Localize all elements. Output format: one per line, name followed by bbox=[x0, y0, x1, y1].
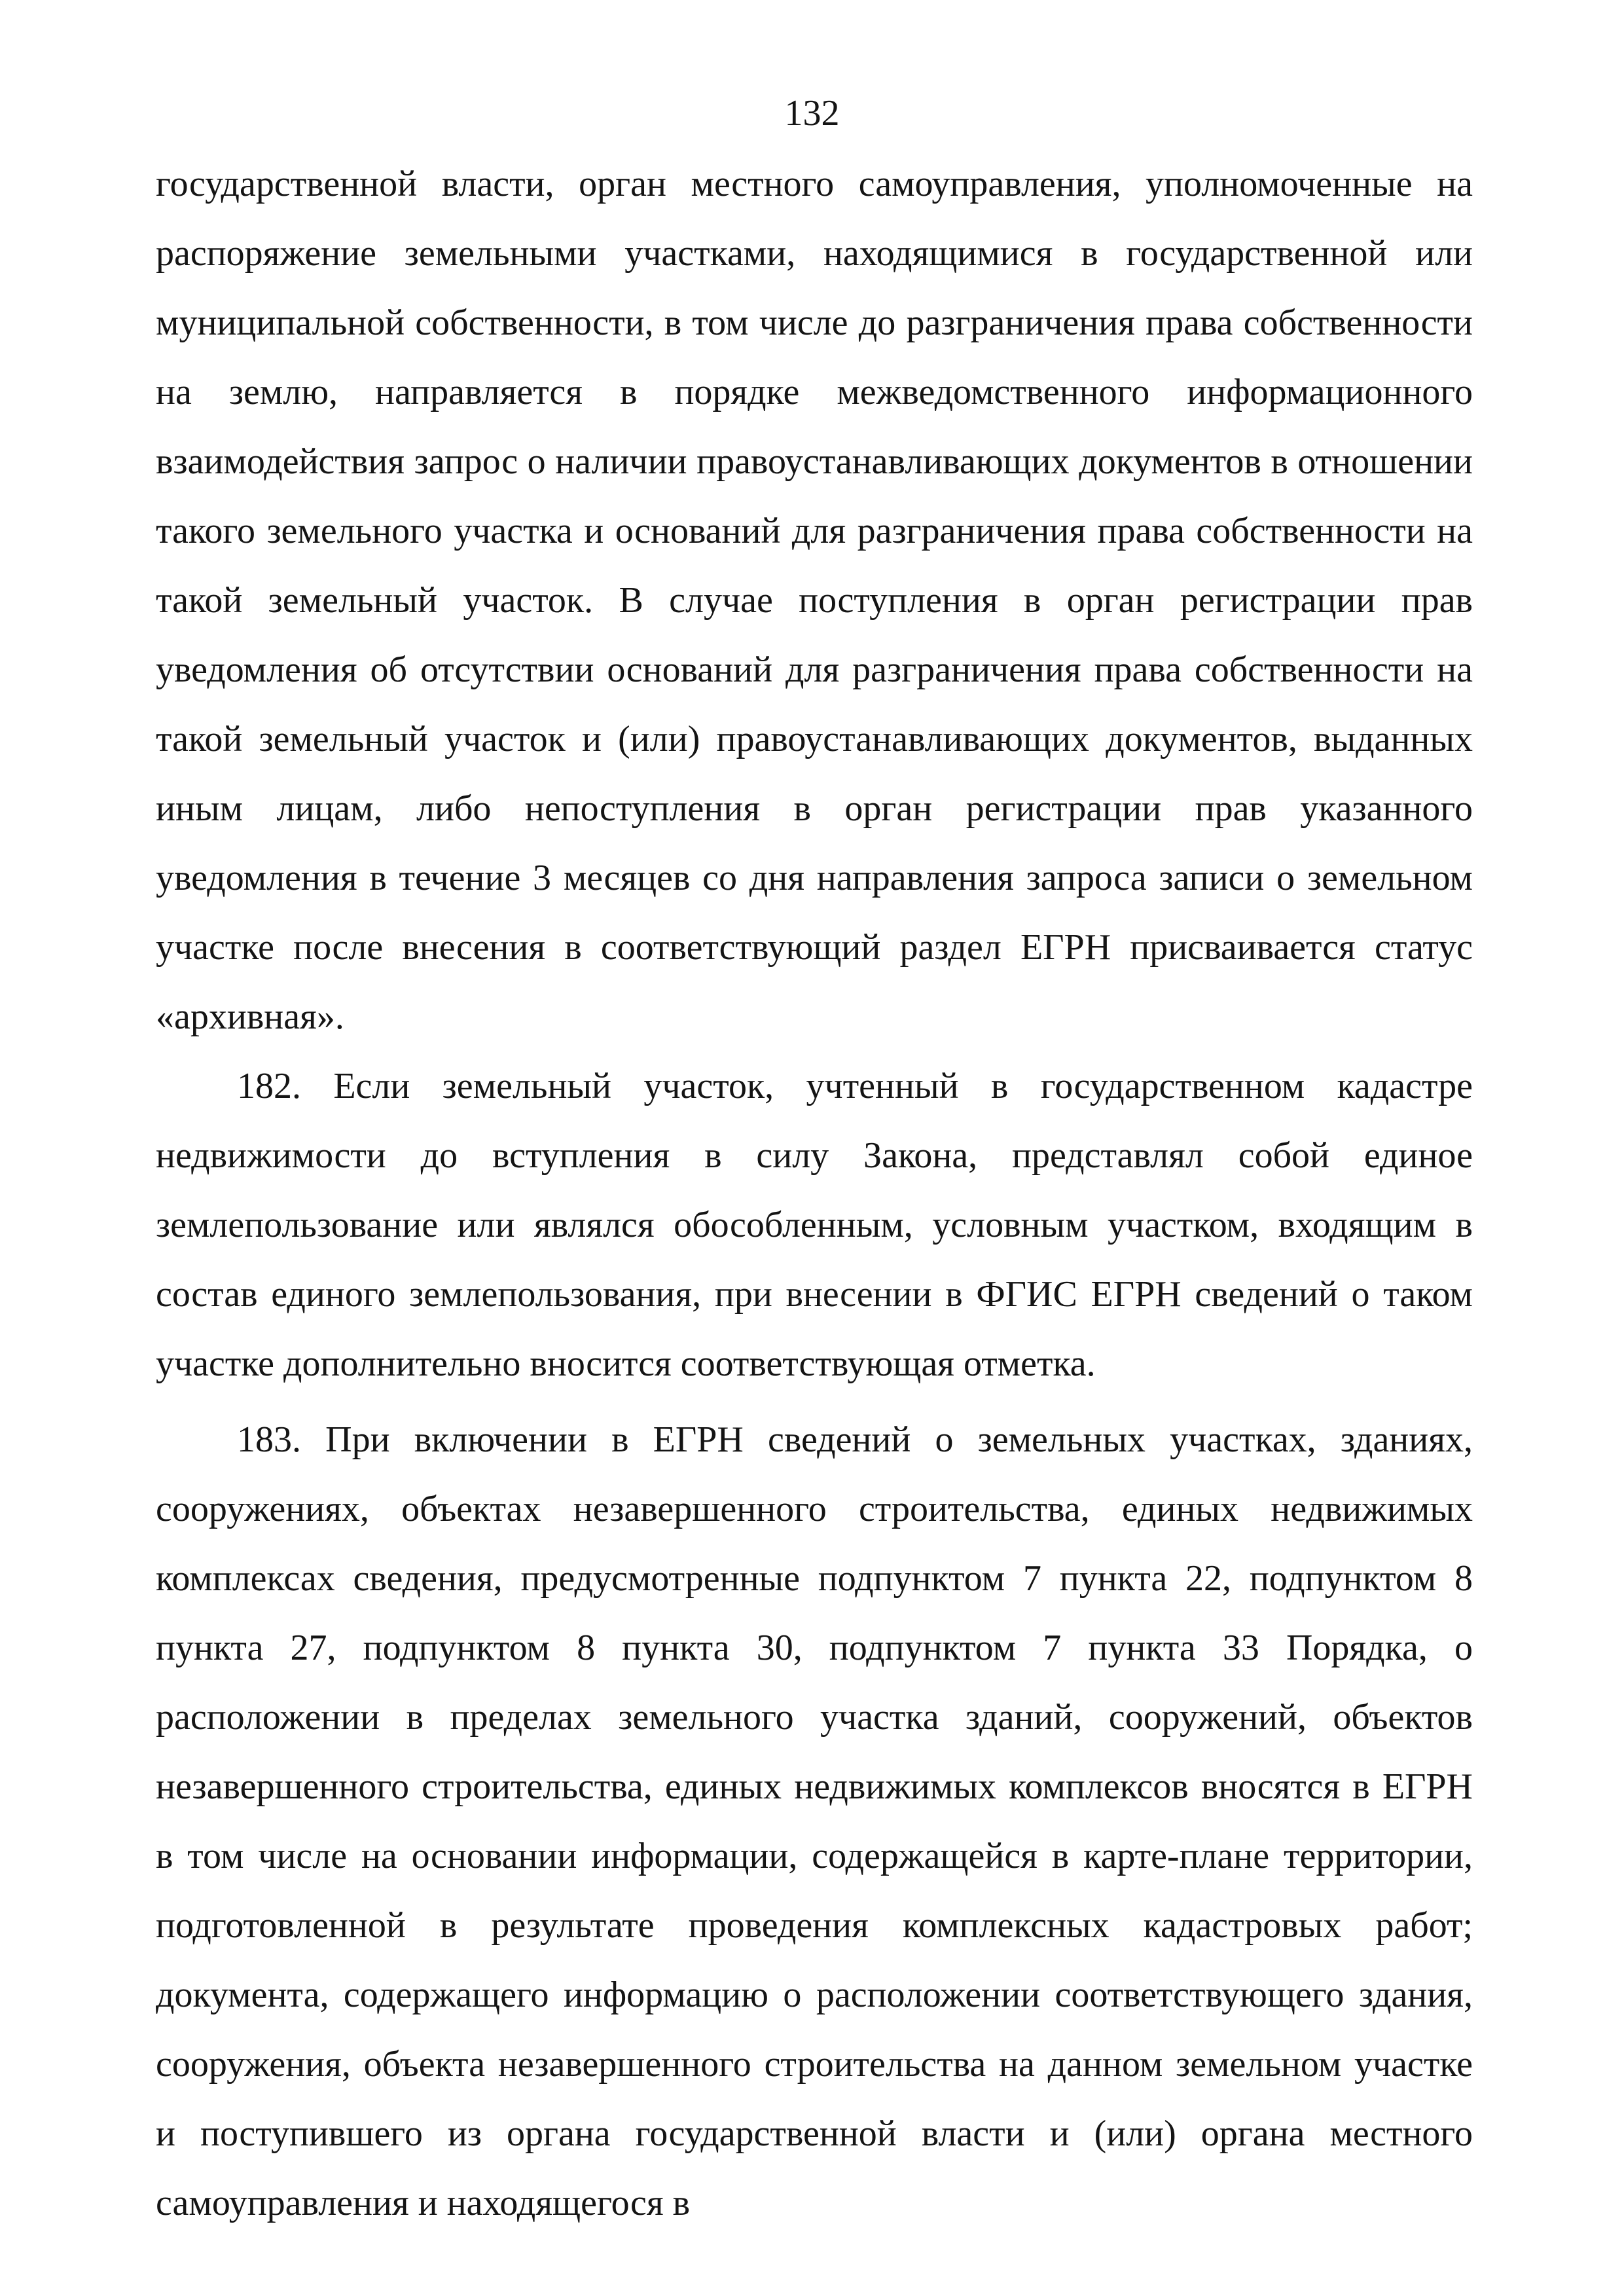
paragraph-continuation: государственной власти, орган местного самоуправления, уполномоченные на распоряжение земельными участками, находящимися в государственной или муниципальной собственности, в том числе до разграничения права собственности на землю, направляется в порядке межведомственного информационного взаимодействия запрос о наличии правоустанавливающих документов в отношении такого земельного участка и оснований для разграничения права собственности на такой земельный участок. В случае поступления в орган регистрации прав уведомления об отсутствии оснований для разграничения права собственности на такой земельный участок и (или) правоустанавливающих документов, выданных иным лицам, либо непоступления в орган регистрации прав указанного уведомления в течение 3 месяцев со дня направления запроса записи о земельном участке после внесения в соответствующий раздел ЕГРН присваивается статус «архивная». bbox=[156, 164, 1473, 1037]
page-number: 132 bbox=[784, 93, 840, 134]
paragraph-182: 182. Если земельный участок, учтенный в государственном кадастре недвижимости до вступления в силу Закона, представлял собой единое землепользование или являлся обособленным, условным участком, входящим в состав единого землепользования, при внесении в ФГИС ЕГРН сведений о таком участке дополнительно вносится соответствующая отметка. bbox=[156, 1066, 1473, 1384]
paragraph-183: 183. При включении в ЕГРН сведений о земельных участках, зданиях, сооружениях, объектах незавершенного строительства, единых недвижимых комплексах сведения, предусмотренные подпунктом 7 пункта 22, подпунктом 8 пункта 27, подпунктом 8 пункта 30, подпунктом 7 пункта 33 Порядка, о расположении в пределах земельного участка зданий, сооружений, объектов незавершенного строительства, единых недвижимых комплексов вносятся в ЕГРН в том числе на основании информации, содержащейся в карте-плане территории, подготовленной в результате проведения комплексных кадастровых работ; документа, содержащего информацию о расположении соответствующего здания, сооружения, объекта незавершенного строительства на данном земельном участке и поступившего из органа государственной власти и (или) органа местного самоуправления и находящегося в bbox=[156, 1419, 1473, 2223]
document-body bbox=[156, 149, 1473, 2238]
